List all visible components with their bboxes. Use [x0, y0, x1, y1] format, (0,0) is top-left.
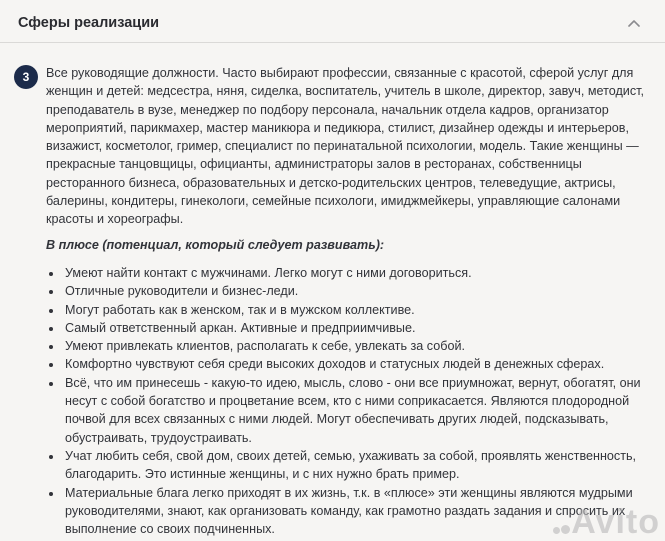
positives-list-item: • Умеют найти контакт с мужчинами. Легко могут с ними договориться.: [63, 264, 653, 282]
positives-list-item: • Комфортно чувствуют себя среди высоких доходов и статусных людей в денежных сферах.: [63, 355, 653, 373]
positives-list-item: • Отличные руководители и бизнес-леди.: [63, 282, 653, 300]
positives-list: [46, 264, 653, 538]
positives-list-item: • Могут работать как в женском, так и в мужском коллективе.: [63, 301, 653, 319]
positives-list-item: • Умеют привлекать клиентов, располагать к себе, увлекать за собой.: [63, 337, 653, 355]
section-title: Сферы реализации: [18, 15, 160, 31]
positives-list-item: • Учат любить себя, свой дом, своих детей, семью, ухаживать за собой, проявлять женственность, благодарить. Это истинные женщины, и с них нужно брать пример.: [63, 447, 653, 484]
positives-list-item: • Всё, что им принесешь - какую-то идею, мысль, слово - они все приумножат, вернут, обогатят, они несут с собой богатство и процветание всем, кто с ними соприкасается. Являются плодородной почвой для всех связанных с ними людей. Могут обеспечивать других людей, подсказывать, обустраивать, трудоустраивать.: [63, 374, 653, 447]
content-block: [0, 43, 665, 541]
positives-subheading: В плюсе (потенциал, который следует развивать):: [46, 237, 385, 252]
avito-watermark-label: Avito: [571, 503, 660, 541]
section-header: [0, 0, 665, 42]
positives-list-item: • Материальные блага легко приходят в их жизнь, т.к. в «плюсе» эти женщины являются мудрыми руководителями, знают, как организовать команду, как грамотно раздать задания и спросить их выполнение со своих подчиненных.: [63, 484, 653, 539]
positives-list-item: • Самый ответственный аркан. Активные и предприимчивые.: [63, 319, 653, 337]
chevron-up-icon: [627, 19, 641, 28]
item-number-badge: 3: [14, 65, 38, 89]
collapse-button[interactable]: [625, 17, 643, 30]
text-column: [46, 64, 653, 538]
description-paragraph: Все руководящие должности. Часто выбирают профессии, связанные с красотой, сферой услуг для женщин и детей: медсестра, няня, сиделка, воспитатель, учитель в школе, директор, завуч, методист, преподаватель в вузе, менеджер по подбору персонала, начальник отдела кадров, организатор мероприятий, парикмахер, мастер маникюра и педикюра, стилист, дизайнер одежды и интерьеров, визажист, косметолог, гример, специалист по перинатальной психологии, модель. Такие женщины — прекрасные танцовщицы, официанты, администраторы залов в ресторанах, собственницы ресторанного бизнеса, образовательных и детско-родительских центров, телеведущие, актрисы, балерины, кондитеры, гинекологи, семейные психологи, имиджмейкеры, управляющие салонами красоты и хореографы.: [46, 66, 645, 227]
